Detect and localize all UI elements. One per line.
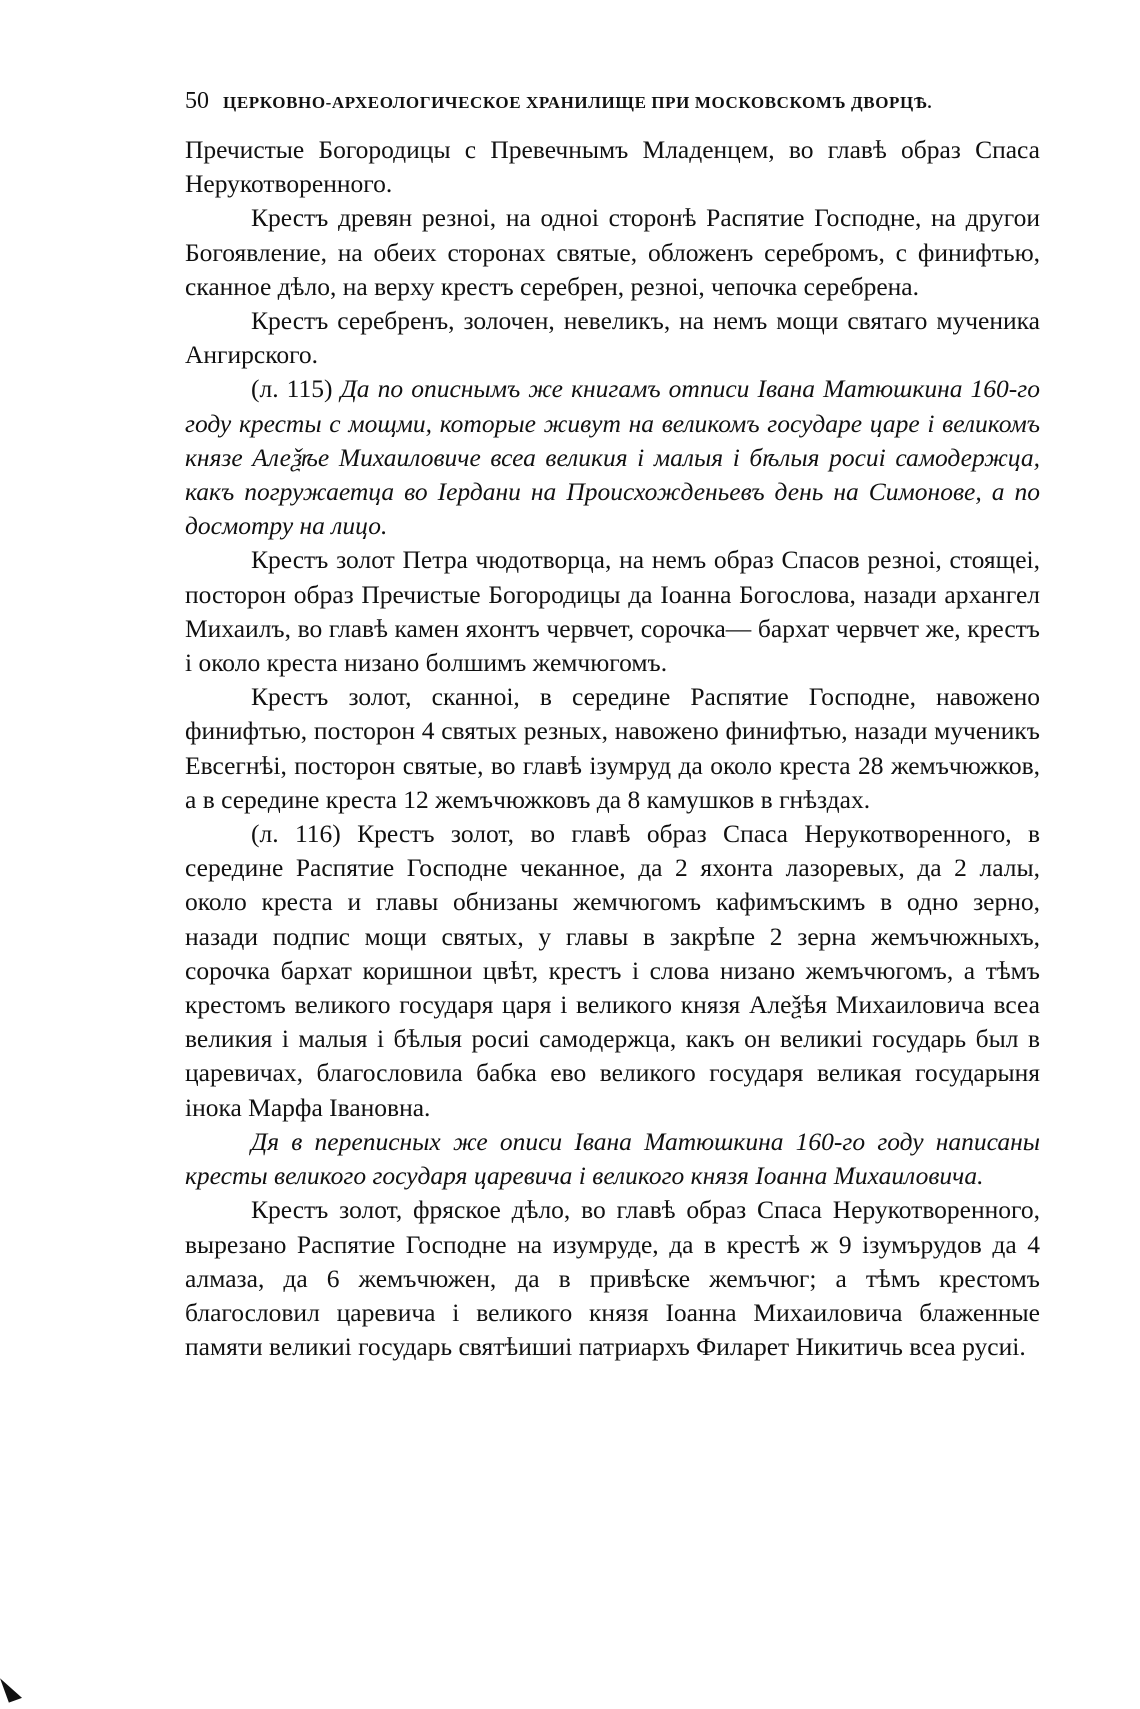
paragraph-silver-cross: Крестъ серебренъ, золочен, невеликъ, на немъ мощи святаго мученика Ангирского. [185, 306, 1040, 370]
paragraph-cross-fryazh: Крестъ золот, фряское дѣло, во главѣ образ Спаса Нерукотворенного, вырезано Распятие Господне на изумруде, да в крестѣ ж 9 ізумърудов да 4 алмаза, да 6 жемъчюжен, да в привѣске жемъчюг; а тѣмъ крестомъ благословил царевича і великого князя Іоанна Михаиловича блаженные памяти великиі государь святѣишиі патриархъ Филарет Никитичь всеа русиі. [185, 1195, 1040, 1362]
paragraph-wooden-cross: Крестъ древян резноі, на одноі сторонѣ Распятие Господне, на другои Богоявление, на обеих сторонах святые, обложенъ серебромъ, с финифтью, сканное дѣло, на верху крестъ серебрен, резноі, чепочка серебрена. [185, 203, 1040, 301]
folio-ref: (л. 115) [251, 374, 341, 404]
paragraph-cross-116: (л. 116) Крестъ золот, во главѣ образ Спаса Нерукотворенного, в середине Распятие Господне чеканное, да 2 яхонта лазоревых, да 2 лалы, около креста и главы обнизаны жемчюгомъ кафимъскимъ в одно зерно, назади подпис мощи святых, у главы в закрѣпе 2 зерна жемъчюжныхъ, сорочка бархат коришнои цвѣт, крестъ і слова низано жемъчюгомъ, а тѣмъ крестомъ великого государя царя і великого князя Алеѯѣя Михаиловича всеа великия і малыя і бѣлыя росиі самодержца, какъ он великиі государь был в царевичах, благословила бабка ево великого государя великая государыня інока Марфа Івановна. [185, 819, 1041, 1122]
paragraph-cross-filigree: Крестъ золот, сканноі, в середине Распятие Господне, навожено финифтью, посторон 4 святых резных, навожено финифтью, назади мученикъ Евсегнѣі, посторон святые, во главѣ ізумруд да около креста 28 жемъчюжков, а в середине креста 12 жемъчюжковъ да 8 камушков в гнѣздах. [185, 682, 1040, 814]
paragraph-inventory-note-ioann: Дя в переписных же описи Івана Матюшкина 160-го году написаны кресты великого государя царевича і великого князя Іоанна Михаиловича. [185, 1126, 1040, 1191]
running-title: ЦЕРКОВНО-АРХЕОЛОГИЧЕСКОЕ ХРАНИЛИЩЕ ПРИ МОСКОВСКОМЪ ДВОРЦѢ. [223, 93, 933, 112]
paragraph-inventory-note-115: (л. 115) Да по описнымъ же книгамъ отписи Івана Матюшкина 160-го году кресты с мощми, которые живут на великомъ государе царе і великомъ князе Алеѯѣе Михаиловиче всеа великия і малыя і бѣлыя росиі самодержца, какъ погружаетца во Іердани на Происхожденьевъ день на Симонове, а по досмотру на лицо. [185, 374, 1040, 541]
paragraph-continuation: Пречистые Богородицы с Превечнымъ Младенцем, во главѣ образ Спаса Нерукотворенного. [185, 135, 1040, 199]
scan-corner-mark [0, 1673, 22, 1702]
paragraph-cross-peter: Крестъ золот Петра чюдотворца, на немъ образ Спасов резноі, стоящеі, посторон образ Пречистые Богородицы да Іоанна Богослова, назади архангел Михаилъ, во главѣ камен яхонтъ червчет, сорочка— бархат червчет же, крестъ і около креста низано болшимъ жемчюгомъ. [185, 545, 1040, 678]
page-number: 50 [185, 88, 209, 114]
folio-ref: (л. 116) [251, 819, 358, 849]
page-header [185, 88, 1040, 115]
document-page [185, 88, 1040, 1364]
